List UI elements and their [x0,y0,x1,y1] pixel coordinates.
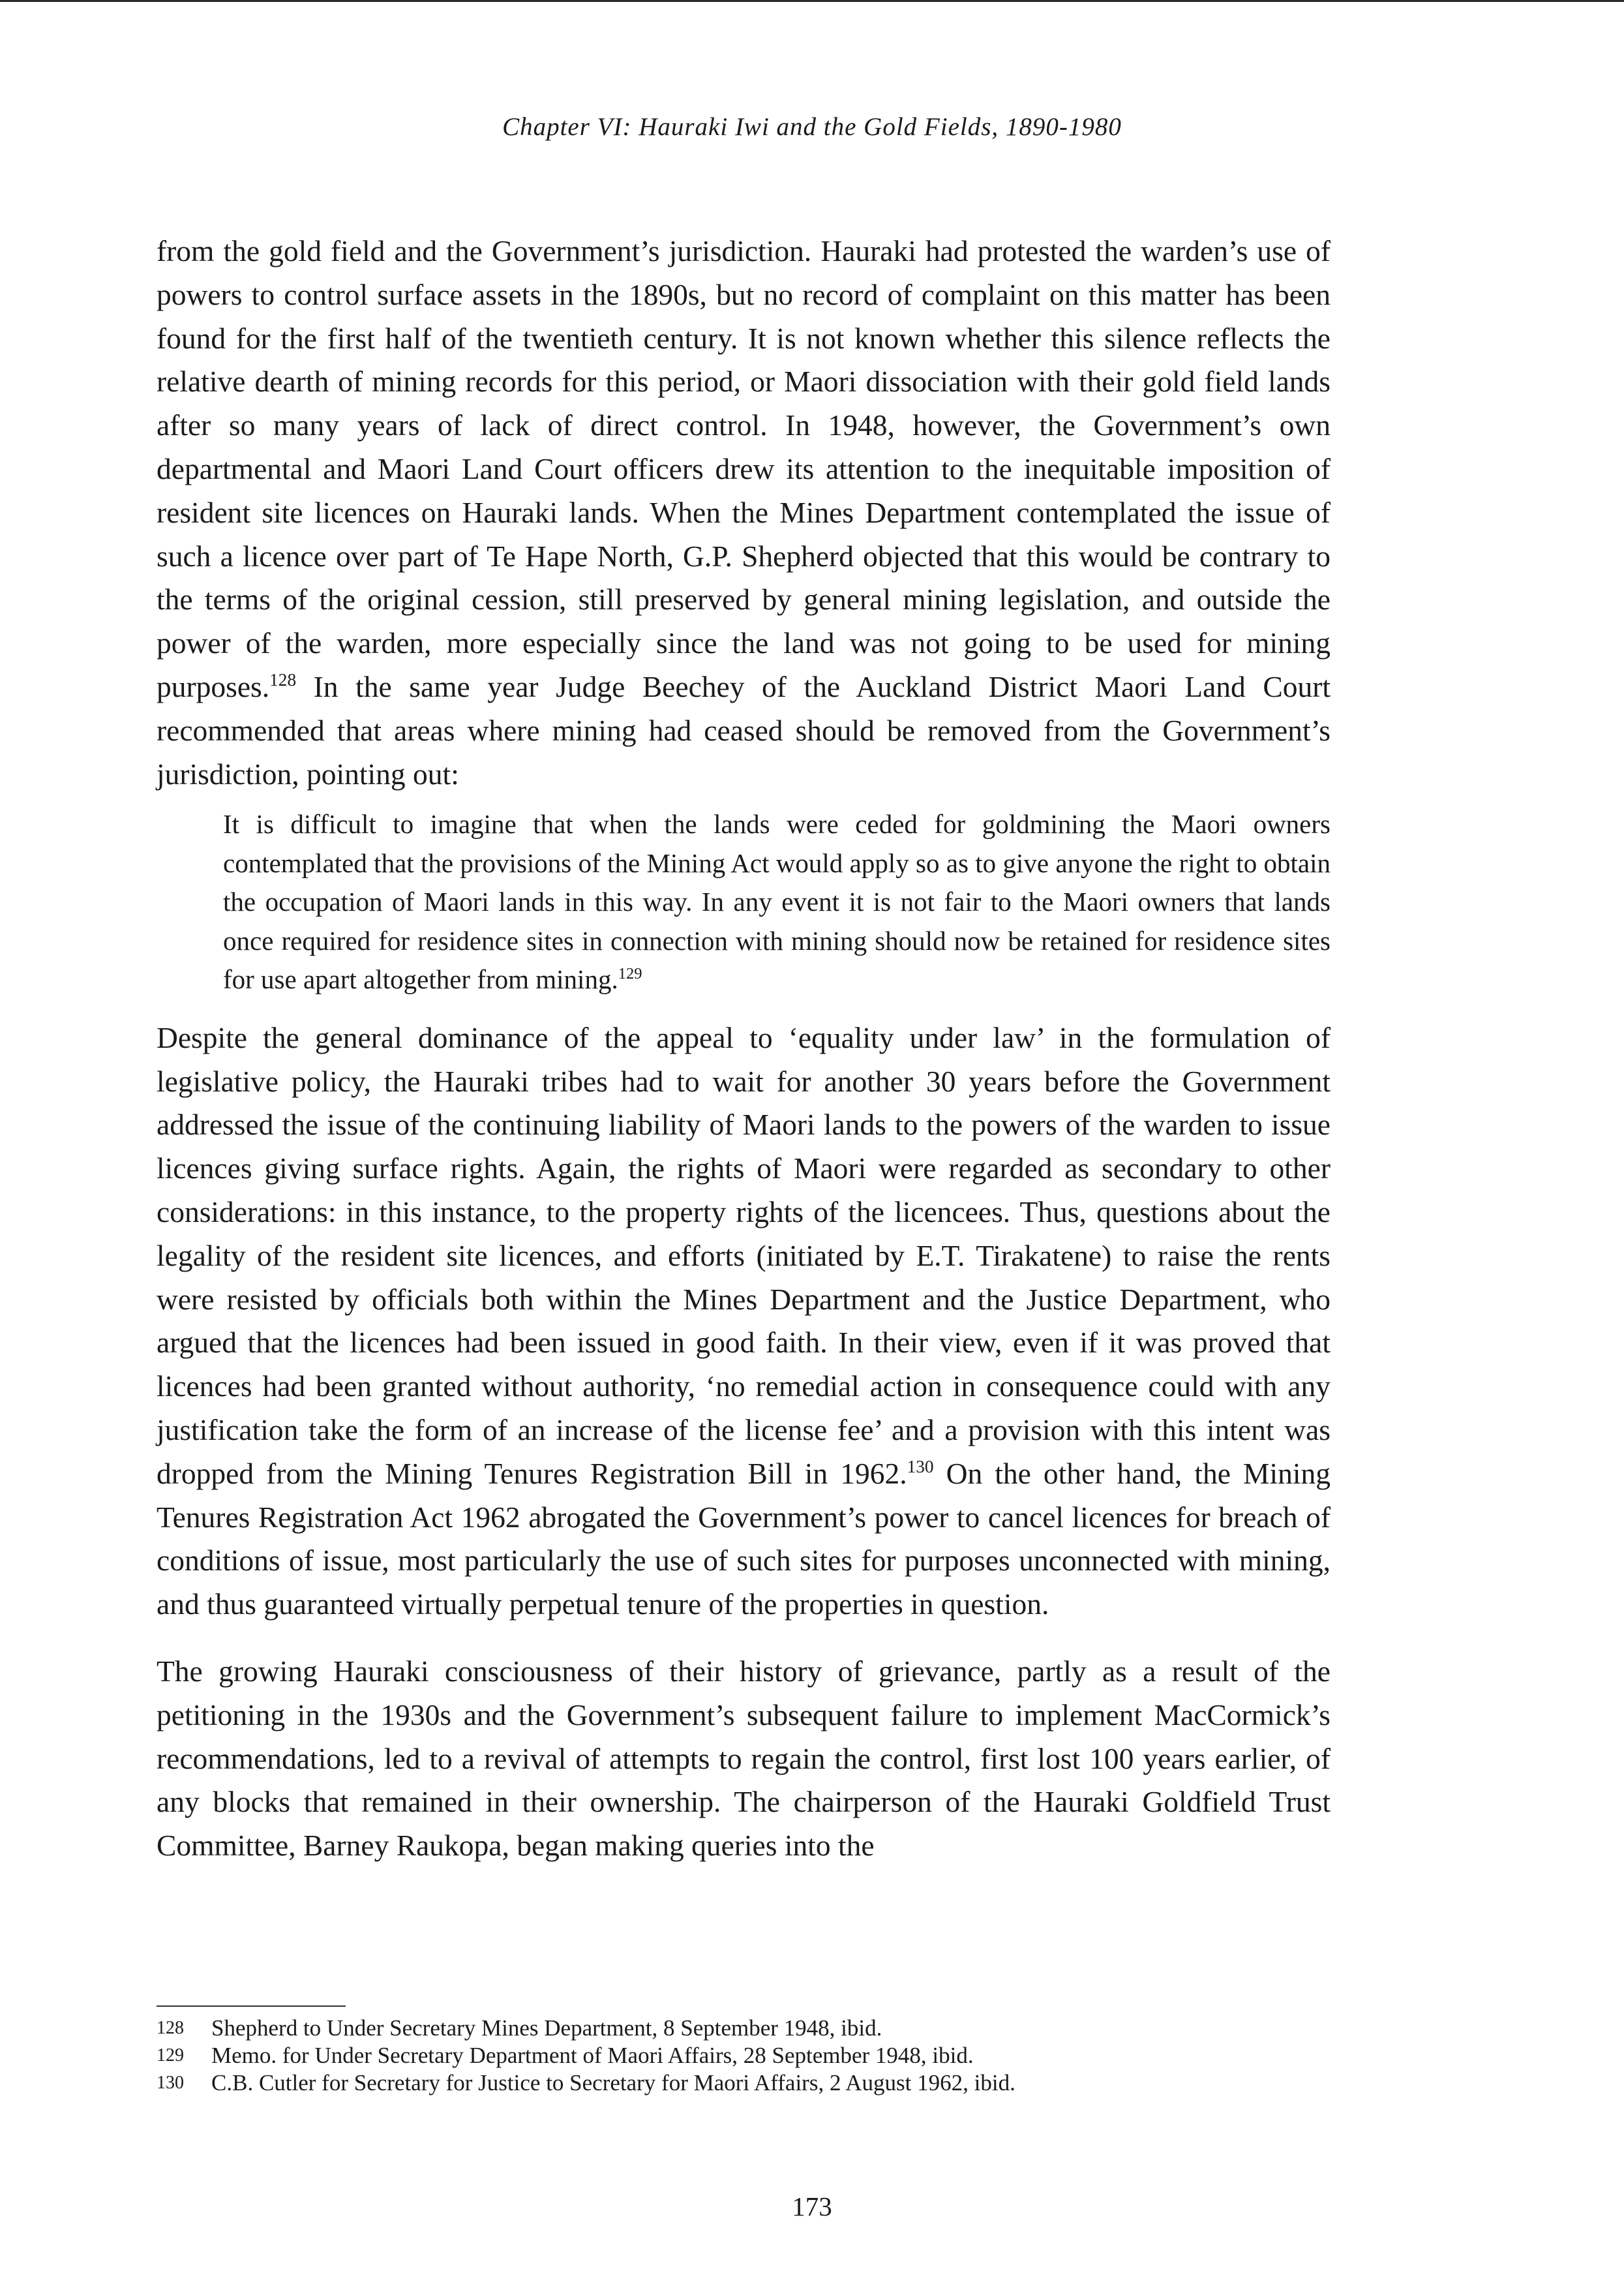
paragraph-3: The growing Hauraki consciousness of their history of grievance, partly as a result of the petitioning in the 1930s and the Government’s subsequent failure to implement MacCormick’s recommendations, led to a revival of attempts to regain the control, first lost 100 years earlier, of any blocks that remained in their ownership. The chairperson of the Hauraki Goldfield Trust Committee, Barney Raukopa, began making queries into the [157,1654,1331,1863]
paragraph-2 [157,1016,1331,1626]
footnotes [157,2015,1331,2097]
footnote-separator [157,2005,346,2007]
footnote-item [157,2015,1331,2042]
footnote-number: 130 [157,2073,184,2093]
paragraph-2-text-b: On the other hand, the Mining Tenures Registration Act 1962 abrogated the Government’s power to cancel licences for breach of conditions of issue, most particularly the use of such sites for purposes unconnected with mining, and thus guaranteed virtually perpetual tenure of the properties in question. [157,1456,1331,1621]
paragraph-1-text-a: from the gold field and the Government’s jurisdiction. Hauraki had protested the warden’s use of powers to control surface assets in the 1890s, but no record of complaint on this matter has been found for the first half of the twentieth century. It is not known whether this silence reflects the relative dearth of mining records for this period, or Maori dissociation with their gold field lands after so many years of lack of direct control. In 1948, however, the Government’s own departmental and Maori Land Court officers drew its attention to the inequitable imposition of resident site licences on Hauraki lands. When the Mines Department contemplated the issue of such a licence over part of Te Hape North, G.P. Shepherd objected that this would be contrary to the terms of the original cession, still preserved by general mining legislation, and outside the power of the warden, more especially since the land was not going to be used for mining purposes. [157,234,1331,703]
paragraph-1-text-b: In the same year Judge Beechey of the Auckland District Maori Land Court recommended that areas where mining had ceased should be removed from the Government’s jurisdiction, pointing out: [157,669,1331,791]
footnote-ref-128: 128 [269,670,297,690]
footnote-text: Shepherd to Under Secretary Mines Department, 8 September 1948, ibid. [211,2015,882,2041]
footnote-text: Memo. for Under Secretary Department of Maori Affairs, 28 September 1948, ibid. [211,2043,974,2068]
footnote-item [157,2069,1331,2097]
paragraph-1 [157,230,1331,796]
footnote-number: 128 [157,2018,184,2038]
block-quote [223,805,1331,999]
footnote-text: C.B. Cutler for Secretary for Justice to Secretary for Maori Affairs, 2 August 1962, ibid. [211,2070,1015,2096]
main-text [157,230,1331,1868]
footnote-item [157,2042,1331,2069]
block-quote-text: It is difficult to imagine that when the lands were ceded for goldmining the Maori owners contemplated that the provisions of the Mining Act would apply so as to give anyone the right to obtain the occupation of Maori lands in this way. In any event it is not fair to the Maori owners that lands once required for residence sites in connection with mining should now be retained for residence sites for use apart altogether from mining. [223,809,1331,995]
footnote-number: 129 [157,2045,184,2065]
top-border-rule [0,0,1624,2]
footnote-ref-129: 129 [618,965,642,983]
paragraph-2-text-a: Despite the general dominance of the appeal to ‘equality under law’ in the formulation of legislative policy, the Hauraki tribes had to wait for another 30 years before the Government addressed the issue of the continuing liability of Maori lands to the powers of the warden to issue licences giving surface rights. Again, the rights of Maori were regarded as secondary to other considerations: in this instance, to the property rights of the licencees. Thus, questions about the legality of the resident site licences, and efforts (initiated by E.T. Tirakatene) to raise the rents were resisted by officials both within the Mines Department and the Justice Department, who argued that the licences had been issued in good faith. In their view, even if it was proved that licences had been granted without authority, ‘no remedial action in consequence could with any justification take the form of an increase of the license fee’ and a provision with this intent was dropped from the Mining Tenures Registration Bill in 1962. [157,1020,1331,1490]
footnote-ref-130: 130 [907,1456,934,1476]
page-number: 173 [792,2191,832,2221]
running-head: Chapter VI: Hauraki Iwi and the Gold Fields, 1890-1980 [502,113,1122,141]
